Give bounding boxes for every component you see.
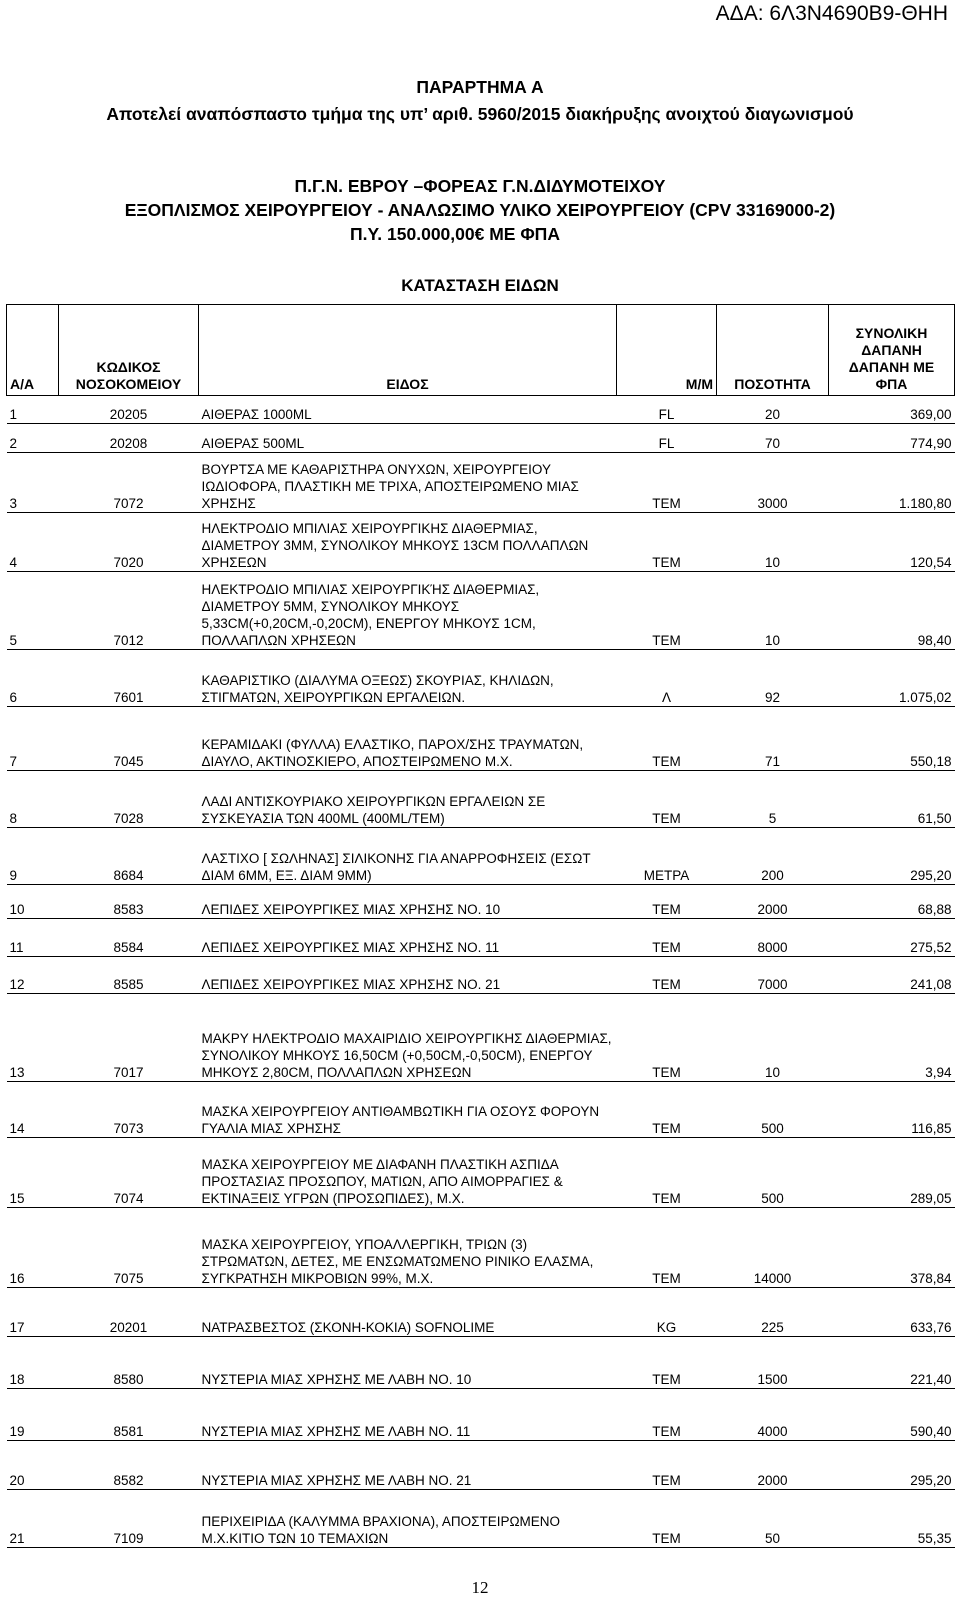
- col-header-total: ΣΥΝΟΛΙΚΗ ΔΑΠΑΝΗ ΔΑΠΑΝΗ ΜΕ ΦΠΑ: [829, 305, 955, 396]
- col-header-code: ΚΩΔΙΚΟΣ ΝΟΣΟΚΟΜΕΙΟΥ: [59, 305, 199, 396]
- row-item: ΛΑΣΤΙΧΟ [ ΣΩΛΗΝΑΣ] ΣΙΛΙΚΟΝΗΣ ΓΙΑ ΑΝΑΡΡΟΦΗΣΕΙΣ (ΕΣΩΤ ΔΙΑΜ 6ΜΜ, ΕΞ. ΔΙΑΜ 9ΜΜ): [199, 828, 617, 885]
- row-aa: 12: [7, 957, 59, 994]
- row-qty: 92: [717, 650, 829, 707]
- row-aa: 16: [7, 1208, 59, 1288]
- table-row: [7, 1138, 955, 1208]
- row-code: 7601: [59, 650, 199, 707]
- row-item: ΗΛΕΚΤΡΟΔΙΟ ΜΠΙΛΙΑΣ ΧΕΙΡΟΥΡΓΙΚΉΣ ΔΙΑΘΕΡΜΙΑΣ, ΔΙΑΜΕΤΡΟΥ 5ΜΜ, ΣΥΝΟΛΙΚΟΥ ΜΗΚΟΥΣ 5,33CM(+0,20CM,-0,20CM), ΕΝΕΡΓΟΥ ΜΗΚΟΥΣ 1CM, ΠΟΛΛΑΠΛΩΝ ΧΡΗΣΕΩΝ: [199, 572, 617, 650]
- row-unit: FL: [617, 396, 717, 424]
- row-item: ΚΕΡΑΜΙΔΑΚΙ (ΦΥΛΛΑ) ΕΛΑΣΤΙΚΟ, ΠΑΡΟΧ/ΣΗΣ ΤΡΑΥΜΑΤΩΝ, ΔΙΑΥΛΟ, ΑΚΤΙΝΟΣΚΙΕΡΟ, ΑΠΟΣΤΕΙΡΩΜΕΝΟ Μ.Χ.: [199, 707, 617, 771]
- row-item: ΝΥΣΤΕΡΙΑ ΜΙΑΣ ΧΡΗΣΗΣ ΜΕ ΛΑΒΗ ΝΟ. 11: [199, 1389, 617, 1441]
- row-aa: 15: [7, 1138, 59, 1208]
- row-unit: ΤΕΜ: [617, 707, 717, 771]
- row-qty: 14000: [717, 1208, 829, 1288]
- row-qty: 71: [717, 707, 829, 771]
- row-item: ΛΕΠΙΔΕΣ ΧΕΙΡΟΥΡΓΙΚΕΣ ΜΙΑΣ ΧΡΗΣΗΣ ΝΟ. 11: [199, 919, 617, 957]
- row-unit: ΤΕΜ: [617, 994, 717, 1082]
- row-unit: ΤΕΜ: [617, 1082, 717, 1138]
- row-total: 295,20: [829, 1441, 955, 1490]
- table-row: [7, 513, 955, 572]
- row-code: 7072: [59, 453, 199, 513]
- row-code: 7073: [59, 1082, 199, 1138]
- row-unit: ΤΕΜ: [617, 453, 717, 513]
- row-unit: ΤΕΜ: [617, 919, 717, 957]
- row-code: 8580: [59, 1337, 199, 1389]
- table-row: [7, 1337, 955, 1389]
- row-item: ΛΑΔΙ ΑΝΤΙΣΚΟΥΡΙΑΚΟ ΧΕΙΡΟΥΡΓΙΚΩΝ ΕΡΓΑΛΕΙΩΝ ΣΕ ΣΥΣΚΕΥΑΣΙΑ ΤΩΝ 400ML (400ML/ΤΕΜ): [199, 771, 617, 828]
- row-aa: 10: [7, 885, 59, 919]
- row-item: ΑΙΘΕΡΑΣ 1000ML: [199, 396, 617, 424]
- row-qty: 70: [717, 424, 829, 453]
- page-number: 12: [471, 1578, 489, 1597]
- row-total: 98,40: [829, 572, 955, 650]
- row-total: 289,05: [829, 1138, 955, 1208]
- row-qty: 1500: [717, 1337, 829, 1389]
- row-item: ΑΙΘΕΡΑΣ 500ML: [199, 424, 617, 453]
- row-code: 20208: [59, 424, 199, 453]
- row-total: 3,94: [829, 994, 955, 1082]
- col-header-unit: Μ/Μ: [617, 305, 717, 396]
- row-code: 7028: [59, 771, 199, 828]
- row-qty: 500: [717, 1138, 829, 1208]
- row-item: ΝΥΣΤΕΡΙΑ ΜΙΑΣ ΧΡΗΣΗΣ ΜΕ ΛΑΒΗ ΝΟ. 10: [199, 1337, 617, 1389]
- table-row: [7, 453, 955, 513]
- row-code: 8684: [59, 828, 199, 885]
- row-unit: ΤΕΜ: [617, 1389, 717, 1441]
- table-row: [7, 994, 955, 1082]
- row-item: ΛΕΠΙΔΕΣ ΧΕΙΡΟΥΡΓΙΚΕΣ ΜΙΑΣ ΧΡΗΣΗΣ ΝΟ. 10: [199, 885, 617, 919]
- row-item: ΛΕΠΙΔΕΣ ΧΕΙΡΟΥΡΓΙΚΕΣ ΜΙΑΣ ΧΡΗΣΗΣ ΝΟ. 21: [199, 957, 617, 994]
- table-row: [7, 650, 955, 707]
- row-total: 221,40: [829, 1337, 955, 1389]
- row-item: ΒΟΥΡΤΣΑ ΜΕ ΚΑΘΑΡΙΣΤΗΡΑ ΟΝΥΧΩΝ, ΧΕΙΡΟΥΡΓΕΙΟΥ ΙΩΔΙΟΦΟΡΑ, ΠΛΑΣΤΙΚΗ ΜΕ ΤΡΙΧΑ, ΑΠΟΣΤΕΙΡΩΜΕΝΟ ΜΙΑΣ ΧΡΗΣΗΣ: [199, 453, 617, 513]
- row-code: 20205: [59, 396, 199, 424]
- row-unit: ΤΕΜ: [617, 513, 717, 572]
- table-row: [7, 957, 955, 994]
- row-total: 241,08: [829, 957, 955, 994]
- row-qty: 10: [717, 994, 829, 1082]
- row-item: ΗΛΕΚΤΡΟΔΙΟ ΜΠΙΛΙΑΣ ΧΕΙΡΟΥΡΓΙΚΗΣ ΔΙΑΘΕΡΜΙΑΣ, ΔΙΑΜΕΤΡΟΥ 3ΜΜ, ΣΥΝΟΛΙΚΟΥ ΜΗΚΟΥΣ 13CM ΠΟΛΛΑΠΛΩΝ ΧΡΗΣΕΩΝ: [199, 513, 617, 572]
- table-row: [7, 1389, 955, 1441]
- row-qty: 2000: [717, 1441, 829, 1490]
- row-code: 7074: [59, 1138, 199, 1208]
- table-row: [7, 1208, 955, 1288]
- row-code: 8582: [59, 1441, 199, 1490]
- ada-code: ΑΔΑ: 6Λ3Ν4690Β9-ΘΗΗ: [715, 2, 948, 25]
- table-row: [7, 771, 955, 828]
- col-header-aa: Α/Α: [7, 305, 59, 396]
- row-qty: 10: [717, 572, 829, 650]
- row-item: ΚΑΘΑΡΙΣΤΙΚΟ (ΔΙΑΛΥΜΑ ΟΞΕΩΣ) ΣΚΟΥΡΙΑΣ, ΚΗΛΙΔΩΝ, ΣΤΙΓΜΑΤΩΝ, ΧΕΙΡΟΥΡΓΙΚΩΝ ΕΡΓΑΛΕΙΩΝ.: [199, 650, 617, 707]
- row-aa: 3: [7, 453, 59, 513]
- row-qty: 50: [717, 1490, 829, 1548]
- row-code: 8583: [59, 885, 199, 919]
- row-qty: 8000: [717, 919, 829, 957]
- row-item: ΝΑΤΡΑΣΒΕΣΤΟΣ (ΣΚΟΝΗ-ΚΟΚΙΑ) SOFNOLIME: [199, 1288, 617, 1337]
- row-code: 7075: [59, 1208, 199, 1288]
- items-table: [6, 304, 955, 1548]
- col-header-item: ΕΙΔΟΣ: [199, 305, 617, 396]
- row-qty: 2000: [717, 885, 829, 919]
- row-unit: ΤΕΜ: [617, 572, 717, 650]
- annex-subtitle: Αποτελεί αναπόσπαστο τμήμα της υπ’ αριθ. 5960/2015 διακήρυξης ανοιχτού διαγωνισμού: [106, 104, 854, 124]
- row-total: 61,50: [829, 771, 955, 828]
- row-aa: 8: [7, 771, 59, 828]
- table-caption: ΚΑΤΑΣΤΑΣΗ ΕΙΔΩΝ: [401, 276, 559, 295]
- row-qty: 5: [717, 771, 829, 828]
- row-aa: 11: [7, 919, 59, 957]
- row-code: 7045: [59, 707, 199, 771]
- row-qty: 20: [717, 396, 829, 424]
- row-total: 774,90: [829, 424, 955, 453]
- row-code: 8585: [59, 957, 199, 994]
- table-row: [7, 1441, 955, 1490]
- row-aa: 18: [7, 1337, 59, 1389]
- table-row: [7, 919, 955, 957]
- row-aa: 9: [7, 828, 59, 885]
- row-qty: 10: [717, 513, 829, 572]
- row-total: 633,76: [829, 1288, 955, 1337]
- row-code: 7020: [59, 513, 199, 572]
- row-qty: 7000: [717, 957, 829, 994]
- row-total: 369,00: [829, 396, 955, 424]
- row-total: 550,18: [829, 707, 955, 771]
- row-aa: 20: [7, 1441, 59, 1490]
- row-total: 116,85: [829, 1082, 955, 1138]
- row-qty: 200: [717, 828, 829, 885]
- row-total: 1.075,02: [829, 650, 955, 707]
- row-item: ΝΥΣΤΕΡΙΑ ΜΙΑΣ ΧΡΗΣΗΣ ΜΕ ΛΑΒΗ ΝΟ. 21: [199, 1441, 617, 1490]
- row-item: ΜΑΣΚΑ ΧΕΙΡΟΥΡΓΕΙΟΥ, ΥΠΟΑΛΛΕΡΓΙΚΗ, ΤΡΙΩΝ (3) ΣΤΡΩΜΑΤΩΝ, ΔΕΤΕΣ, ΜΕ ΕΝΣΩΜΑΤΩΜΕΝΟ ΡΙΝΙΚΟ ΕΛΑΣΜΑ, ΣΥΓΚΡΑΤΗΣΗ ΜΙΚΡΟΒΙΩΝ 99%, Μ.Χ.: [199, 1208, 617, 1288]
- row-aa: 7: [7, 707, 59, 771]
- row-unit: ΤΕΜ: [617, 885, 717, 919]
- row-unit: ΤΕΜ: [617, 1490, 717, 1548]
- row-total: 378,84: [829, 1208, 955, 1288]
- row-aa: 13: [7, 994, 59, 1082]
- table-row: [7, 828, 955, 885]
- table-row: [7, 572, 955, 650]
- authority-line: Π.Γ.Ν. ΕΒΡΟΥ –ΦΟΡΕΑΣ Γ.Ν.ΔΙΔΥΜΟΤΕΙΧΟΥ: [294, 176, 666, 196]
- row-total: 68,88: [829, 885, 955, 919]
- row-aa: 2: [7, 424, 59, 453]
- row-item: ΜΑΚΡΥ ΗΛΕΚΤΡΟΔΙΟ ΜΑΧΑΙΡΙΔΙΟ ΧΕΙΡΟΥΡΓΙΚΗΣ ΔΙΑΘΕΡΜΙΑΣ, ΣΥΝΟΛΙΚΟΥ ΜΗΚΟΥΣ 16,50CM (+0,50CM,-0,50CM), ΕΝΕΡΓΟΥ ΜΗΚΟΥΣ 2,80CM, ΠΟΛΛΑΠΛΩΝ ΧΡΗΣΕΩΝ: [199, 994, 617, 1082]
- row-item: ΜΑΣΚΑ ΧΕΙΡΟΥΡΓΕΙΟΥ ΑΝΤΙΘΑΜΒΩΤΙΚΗ ΓΙΑ ΟΣΟΥΣ ΦΟΡΟΥΝ ΓΥΑΛΙΑ ΜΙΑΣ ΧΡΗΣΗΣ: [199, 1082, 617, 1138]
- row-unit: ΤΕΜ: [617, 957, 717, 994]
- row-unit: ΤΕΜ: [617, 1441, 717, 1490]
- budget-line: Π.Υ. 150.000,00€ ΜΕ ΦΠΑ: [350, 224, 560, 244]
- row-aa: 1: [7, 396, 59, 424]
- table-row: [7, 424, 955, 453]
- row-unit: ΤΕΜ: [617, 1138, 717, 1208]
- row-aa: 17: [7, 1288, 59, 1337]
- table-row: [7, 1490, 955, 1548]
- row-code: 7017: [59, 994, 199, 1082]
- row-code: 8581: [59, 1389, 199, 1441]
- row-item: ΜΑΣΚΑ ΧΕΙΡΟΥΡΓΕΙΟΥ ΜΕ ΔΙΑΦΑΝΗ ΠΛΑΣΤΙΚΗ ΑΣΠΙΔΑ ΠΡΟΣΤΑΣΙΑΣ ΠΡΟΣΩΠΟΥ, ΜΑΤΙΩΝ, ΑΠΟ ΑΙΜΟΡΡΑΓΙΕΣ & ΕΚΤΙΝΑΞΕΙΣ ΥΓΡΩΝ (ΠΡΟΣΩΠΙΔΕΣ), Μ.Χ.: [199, 1138, 617, 1208]
- row-qty: 225: [717, 1288, 829, 1337]
- row-unit: ΜΕΤΡΑ: [617, 828, 717, 885]
- table-row: [7, 1082, 955, 1138]
- row-code: 7109: [59, 1490, 199, 1548]
- row-code: 7012: [59, 572, 199, 650]
- row-qty: 4000: [717, 1389, 829, 1441]
- row-aa: 14: [7, 1082, 59, 1138]
- row-unit: ΤΕΜ: [617, 1208, 717, 1288]
- table-row: [7, 885, 955, 919]
- row-qty: 500: [717, 1082, 829, 1138]
- row-unit: ΤΕΜ: [617, 771, 717, 828]
- row-aa: 4: [7, 513, 59, 572]
- row-aa: 21: [7, 1490, 59, 1548]
- row-item: ΠΕΡΙΧΕΙΡΙΔΑ (ΚΑΛΥΜΜΑ ΒΡΑΧΙΟΝΑ), ΑΠΟΣΤΕΙΡΩΜΕΝΟ Μ.Χ.ΚΙΤΙΟ ΤΩΝ 10 ΤΕΜΑΧΙΩΝ: [199, 1490, 617, 1548]
- row-aa: 19: [7, 1389, 59, 1441]
- row-total: 275,52: [829, 919, 955, 957]
- subject-line: ΕΞΟΠΛΙΣΜΟΣ ΧΕΙΡΟΥΡΓΕΙΟΥ - ΑΝΑΛΩΣΙΜΟ ΥΛΙΚΟ ΧΕΙΡΟΥΡΓΕΙΟΥ (CPV 33169000-2): [124, 200, 836, 220]
- row-total: 1.180,80: [829, 453, 955, 513]
- row-unit: FL: [617, 424, 717, 453]
- table-row: [7, 396, 955, 424]
- row-code: 8584: [59, 919, 199, 957]
- row-total: 55,35: [829, 1490, 955, 1548]
- row-total: 120,54: [829, 513, 955, 572]
- row-unit: KG: [617, 1288, 717, 1337]
- annex-title: ΠΑΡΑΡΤΗΜΑ Α: [416, 77, 544, 97]
- table-row: [7, 1288, 955, 1337]
- col-header-qty: ΠΟΣΟΤΗΤΑ: [717, 305, 829, 396]
- row-unit: ΤΕΜ: [617, 1337, 717, 1389]
- row-code: 20201: [59, 1288, 199, 1337]
- row-aa: 6: [7, 650, 59, 707]
- row-aa: 5: [7, 572, 59, 650]
- table-row: [7, 707, 955, 771]
- row-total: 295,20: [829, 828, 955, 885]
- table-header-row: [7, 305, 955, 396]
- row-total: 590,40: [829, 1389, 955, 1441]
- row-qty: 3000: [717, 453, 829, 513]
- row-unit: Λ: [617, 650, 717, 707]
